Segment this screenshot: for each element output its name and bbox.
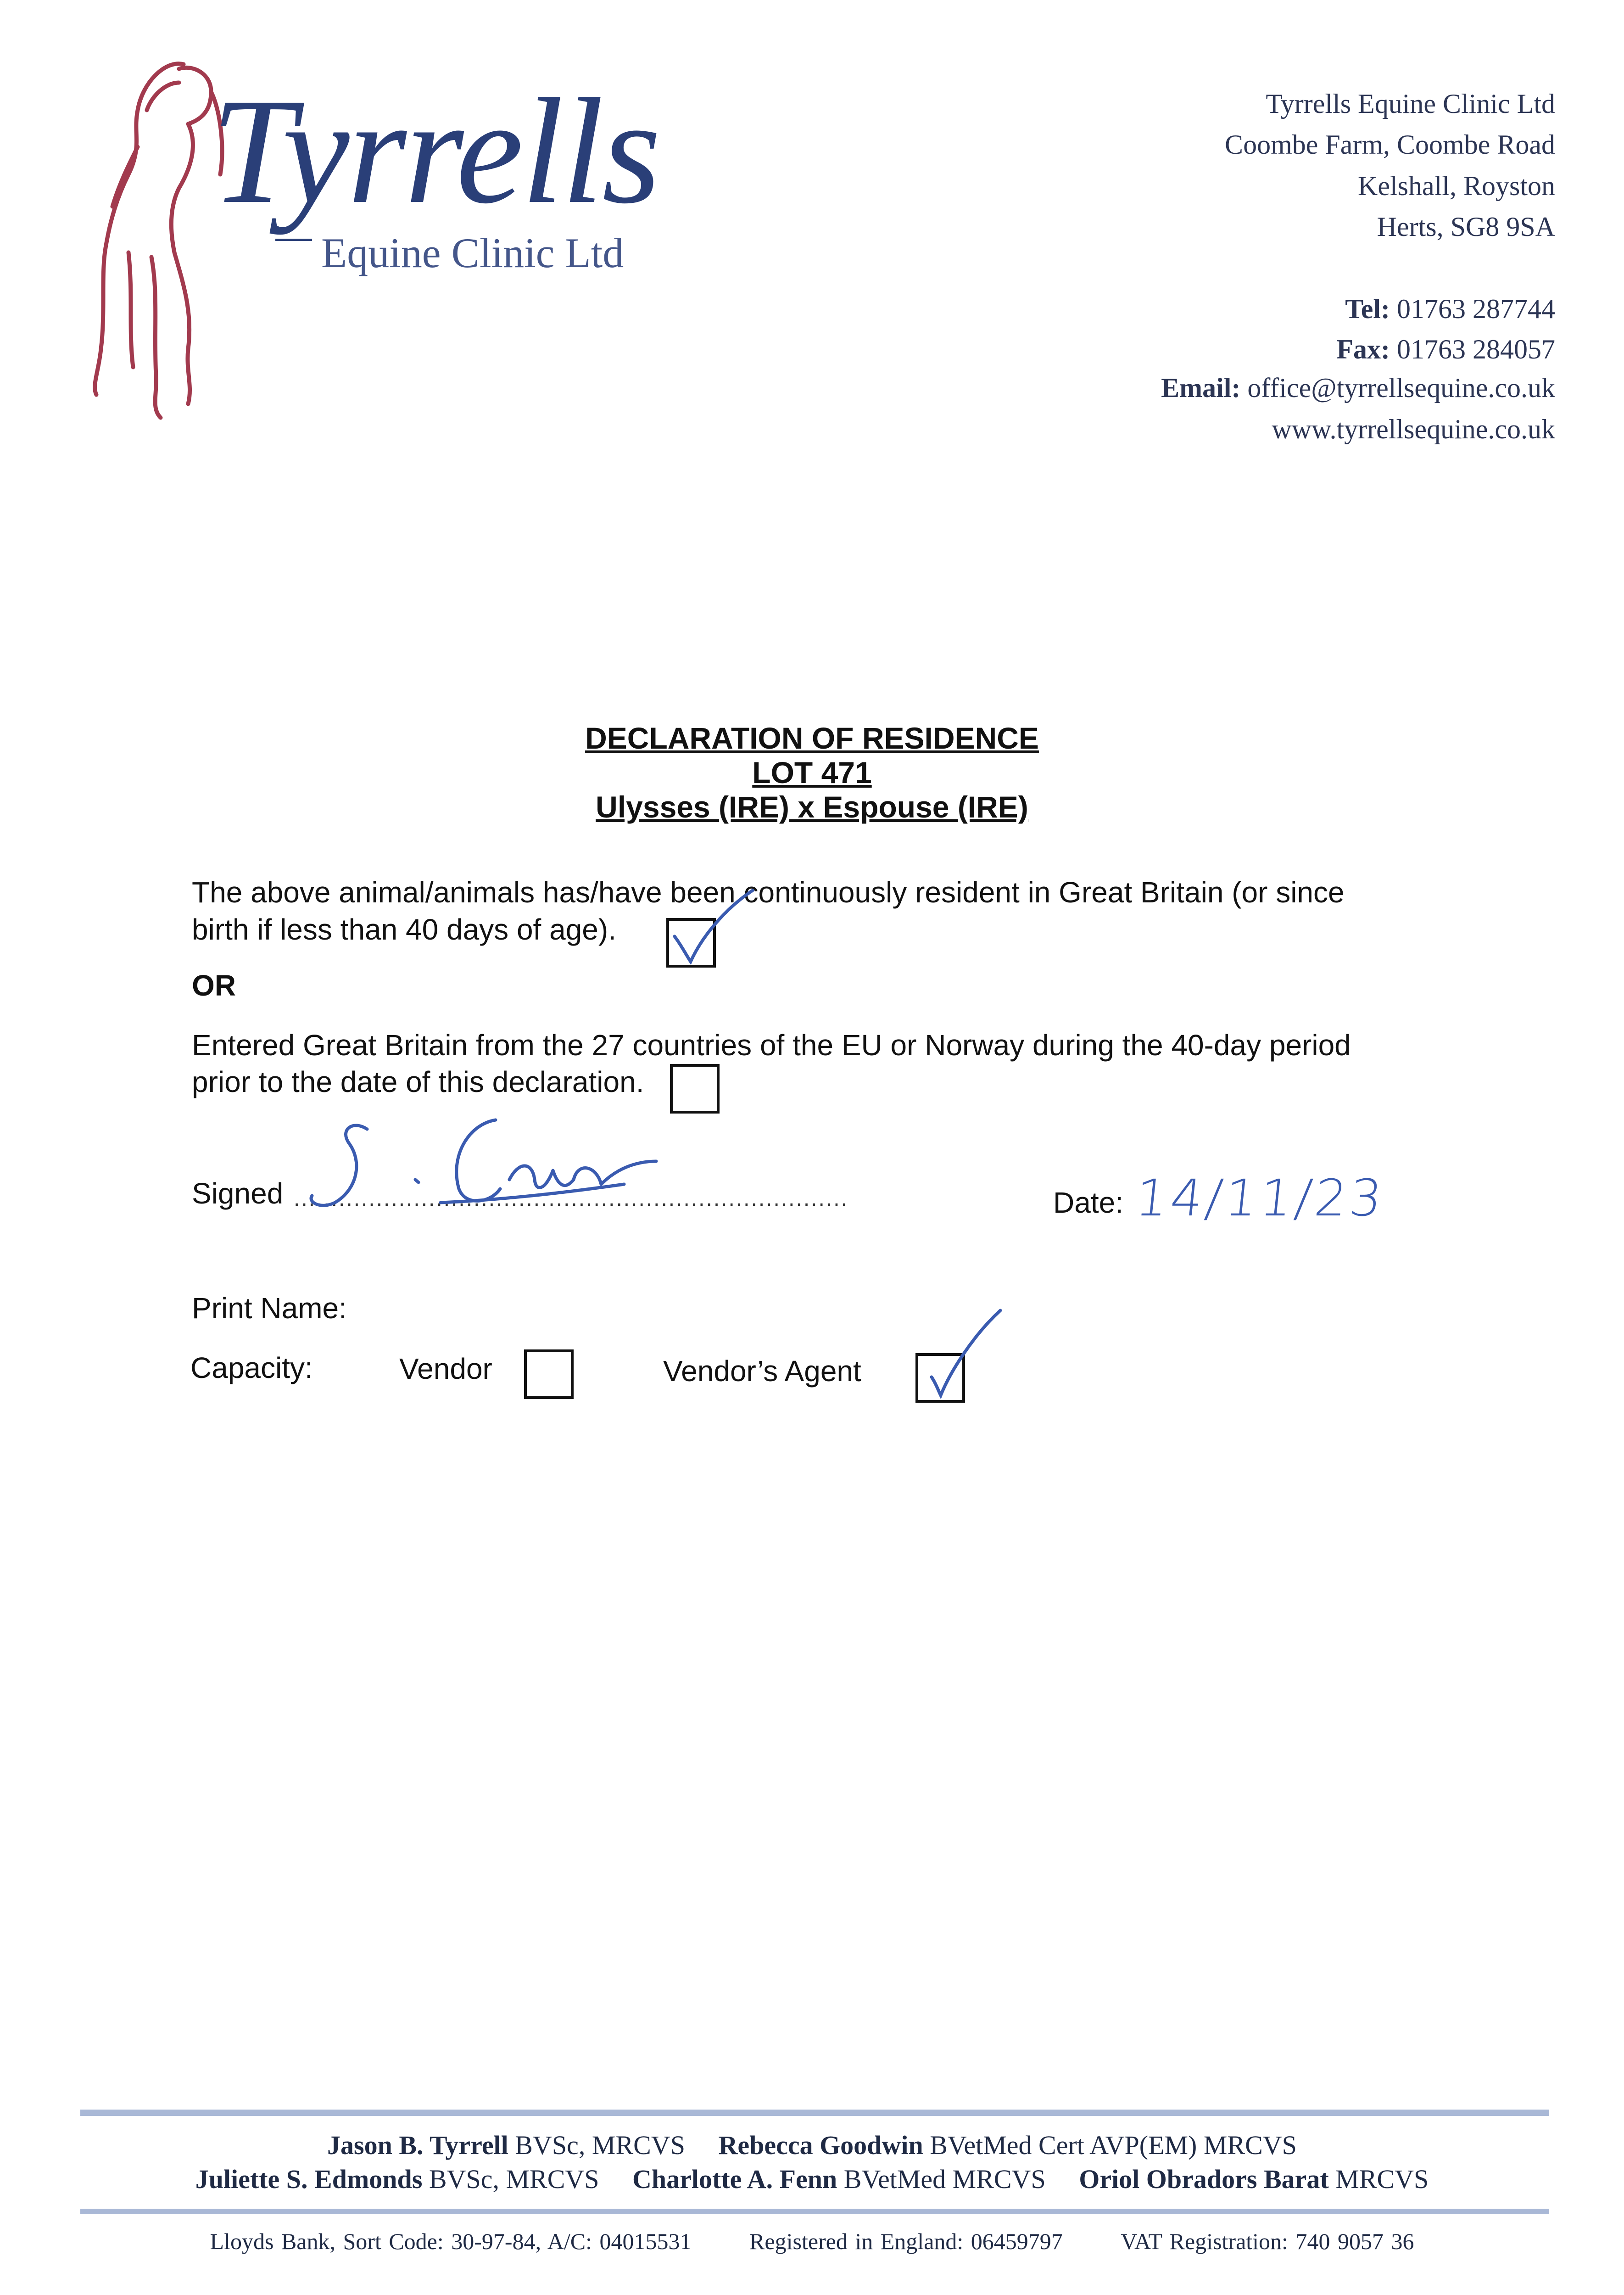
tel-value: 01763 287744 [1397, 294, 1555, 324]
option1-text-line1: The above animal/animals has/have been continuously resident in Great Britain (or since [192, 876, 1345, 909]
option2-text-line1: Entered Great Britain from the 27 countries of the EU or Norway during the 40-day period [192, 1029, 1351, 1062]
email-line [1161, 374, 1555, 402]
tel-line [1345, 295, 1555, 323]
vet-name: Juliette S. Edmonds [195, 2164, 423, 2194]
tel-label: Tel: [1345, 294, 1390, 324]
fax-label: Fax: [1336, 334, 1390, 364]
vet-name: Oriol Obradors Barat [1079, 2164, 1329, 2194]
vet-quals: BVetMed MRCVS [843, 2164, 1046, 2194]
document-title: DECLARATION OF RESIDENCE [585, 721, 1039, 755]
brand-underline [275, 239, 312, 241]
footer-divider-top [80, 2110, 1549, 2116]
or-label: OR [192, 969, 236, 1002]
signed-label: Signed [192, 1177, 284, 1210]
fax-value: 01763 284057 [1397, 334, 1555, 364]
vets-line-2 [0, 2166, 1624, 2193]
footer-divider-bottom [80, 2209, 1549, 2214]
vet-quals: MRCVS [1335, 2164, 1429, 2194]
vet-name: Jason B. Tyrrell [327, 2130, 508, 2160]
print-name-label: Print Name: [192, 1292, 347, 1325]
capacity-label: Capacity: [190, 1351, 313, 1384]
option2-checkbox[interactable] [670, 1064, 720, 1114]
registration-number: Registered in England: 06459797 [749, 2228, 1063, 2254]
vet-quals: BVSc, MRCVS [429, 2164, 599, 2194]
handwritten-signature [303, 1111, 716, 1230]
option2-text-line2: prior to the date of this declaration. [192, 1065, 644, 1098]
handwritten-date: 14/11/23 [1133, 1169, 1388, 1227]
brand-subtitle: Equine Clinic Ltd [321, 230, 624, 276]
bank-details: Lloyds Bank, Sort Code: 30-97-84, A/C: 04015531 [210, 2228, 692, 2254]
vendor-label: Vendor [399, 1352, 492, 1385]
address-line-1: Tyrrells Equine Clinic Ltd [1266, 89, 1555, 119]
company-details [0, 2230, 1624, 2253]
address-line-4: Herts, SG8 9SA [1377, 212, 1555, 242]
address-line-3: Kelshall, Royston [1358, 171, 1555, 201]
vet-quals: BVSc, MRCVS [515, 2130, 685, 2160]
vet-name: Charlotte A. Fenn [632, 2164, 837, 2194]
vet-name: Rebecca Goodwin [718, 2130, 923, 2160]
option1-checkmark-icon [661, 881, 780, 973]
vet-quals: BVetMed Cert AVP(EM) MRCVS [930, 2130, 1297, 2160]
vets-line-1 [0, 2132, 1624, 2159]
horse-pedigree: Ulysses (IRE) x Espouse (IRE) [596, 790, 1028, 824]
vendor-checkbox[interactable] [524, 1349, 574, 1399]
email-label: Email: [1161, 373, 1241, 403]
brand-name: Tyrrells [211, 67, 659, 235]
website: www.tyrrellsequine.co.uk [1272, 414, 1555, 444]
vendors-agent-checkmark-icon [913, 1304, 1014, 1405]
address-line-2: Coombe Farm, Coombe Road [1225, 129, 1555, 160]
fax-line [1336, 336, 1555, 363]
signature-dotted-line: .......................................................................... [294, 1187, 848, 1211]
lot-number: LOT 471 [752, 756, 872, 789]
vat-registration: VAT Registration: 740 9057 36 [1121, 2228, 1414, 2254]
date-label: Date: [1053, 1186, 1123, 1219]
email-value: office@tyrrellsequine.co.uk [1247, 373, 1555, 403]
vendors-agent-label: Vendor’s Agent [663, 1355, 861, 1388]
option1-text-line2: birth if less than 40 days of age). [192, 913, 616, 946]
